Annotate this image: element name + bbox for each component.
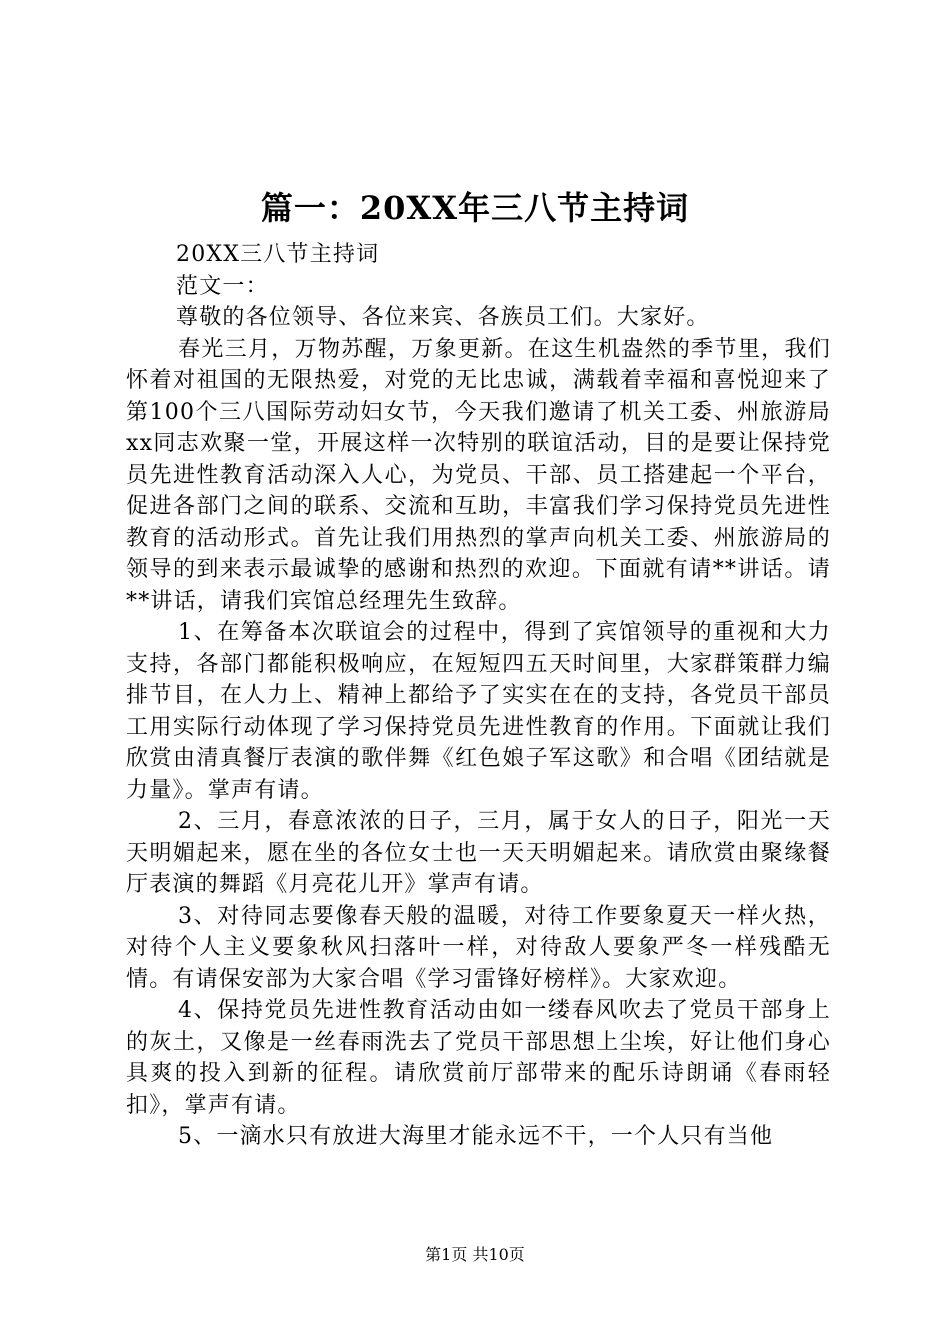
paragraph-heading: 20XX三八节主持词 xyxy=(176,242,380,267)
paragraph-item-5: 5、一滴水只有放进大海里才能永远不干，一个人只有当他 xyxy=(178,1124,774,1149)
paragraph-item-2: 2、三月，春意浓浓的日子，三月，属于女人的日子，阳光一天天明媚起来，愿在坐的各位女士也一天天明媚起来。请欣赏由聚缘餐厅表演的舞蹈《月亮花儿开》掌声有请。 xyxy=(126,809,831,897)
paragraph-greeting: 尊敬的各位领导、各位来宾、各族员工们。大家好。 xyxy=(176,305,710,330)
paragraph-sample-label: 范文一： xyxy=(176,273,269,299)
paragraph-item-4: 4、保持党员先进性教育活动由如一缕春风吹去了党员干部身上的灰土，又像是一丝春雨洗去了党员干部思想上尘埃，好让他们身心具爽的投入到新的征程。请欣赏前厅部带来的配乐诗朗诵《春雨轻扣》，掌声有请。 xyxy=(126,998,831,1118)
document-body xyxy=(126,239,831,1153)
paragraph-opening: 春光三月，万物苏醒，万象更新。在这生机盎然的季节里，我们怀着对祖国的无限热爱，对党的无比忠诚，满载着幸福和喜悦迎来了第100个三八国际劳动妇女节，今天我们邀请了机关工委、州旅游局xx同志欢聚一堂，开展这样一次特别的联谊活动，目的是要让保持党员先进性教育活动深入人心，为党员、干部、员工搭建起一个平台，促进各部门之间的联系、交流和互助，丰富我们学习保持党员先进性教育的活动形式。首先让我们用热烈的掌声向机关工委、州旅游局的领导的到来表示最诚挚的感谢和热烈的欢迎。下面就有请**讲话。请**讲话，请我们宾馆总经理先生致辞。 xyxy=(126,336,831,614)
document-title: 篇一：20XX年三八节主持词 xyxy=(260,189,690,227)
paragraph-item-1: 1、在筹备本次联谊会的过程中，得到了宾馆领导的重视和大力支持，各部门都能积极响应，在短短四五天时间里，大家群策群力编排节目，在人力上、精神上都给予了实实在在的支持，各党员干部员工用实际行动体现了学习保持党员先进性教育的作用。下面就让我们欣赏由清真餐厅表演的歌伴舞《红色娘子军这歌》和合唱《团结就是力量》。掌声有请。 xyxy=(126,620,831,803)
paragraph-item-3: 3、对待同志要像春天般的温暖，对待工作要象夏天一样火热，对待个人主义要象秋风扫落叶一样，对待敌人要象严冬一样残酷无情。有请保安部为大家合唱《学习雷锋好榜样》。大家欢迎。 xyxy=(126,903,831,992)
page-number: 第1页 共10页 xyxy=(425,1245,525,1264)
